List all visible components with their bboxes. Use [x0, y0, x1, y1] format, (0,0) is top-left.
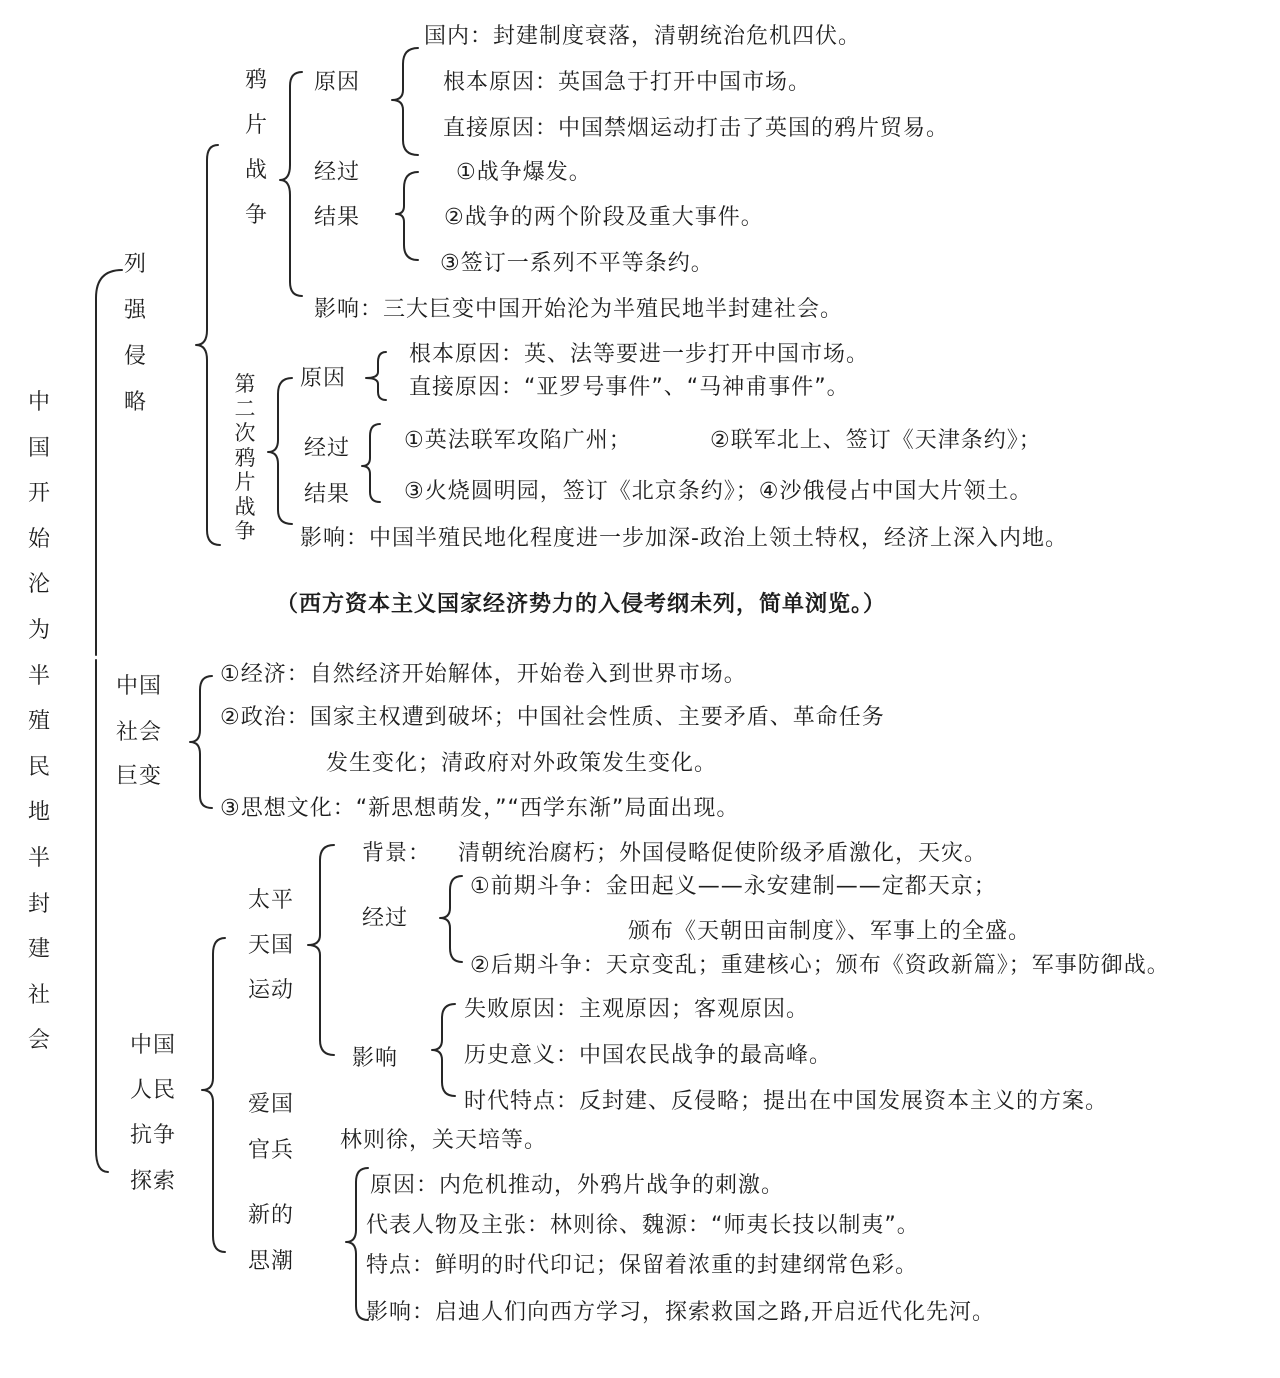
bracket-opium-cause: [392, 48, 418, 155]
second-result-label: 结果: [304, 482, 351, 507]
second-cause-direct: 直接原因：“亚罗号事件”、“马神甫事件”。: [409, 375, 850, 400]
resistance-label-line-3: 抗争: [130, 1123, 177, 1148]
taiping-process-label: 经过: [362, 906, 409, 931]
second-cause-label: 原因: [300, 366, 347, 391]
bracket-taiping: [308, 845, 334, 1055]
resistance-label-line-2: 人民: [130, 1078, 177, 1103]
taiping-label-line-1: 太平: [248, 888, 295, 913]
taiping-background-label: 背景：: [362, 841, 432, 866]
second-process-item-3: ③火烧圆明园，签订《北京条约》；④沙俄侵占中国大片领土。: [404, 479, 1033, 504]
taiping-failure: 失败原因：主观原因；客观原因。: [464, 997, 810, 1022]
bracket-new-thought: [346, 1168, 368, 1320]
taiping-late: ②后期斗争：天京变乱；重建核心；颁布《资政新篇》；军事防御战。: [470, 953, 1170, 978]
bracket-second-war: [268, 378, 292, 524]
new-thought-label-line-2: 思潮: [248, 1249, 295, 1274]
root-title: 中国开始沦为半殖民地半封建社会: [27, 390, 50, 1054]
second-cause-fundamental: 根本原因：英、法等要进一步打开中国市场。: [409, 342, 870, 367]
bracket-second-process: [362, 424, 380, 502]
patriots-label-line-2: 官兵: [248, 1138, 295, 1163]
bracket-opium-war: [280, 72, 302, 296]
second-process-item-1: ①英法联军攻陷广州；: [404, 428, 632, 453]
taiping-background: 清朝统治腐朽；外国侵略促使阶级矛盾激化，天灾。: [458, 841, 988, 866]
taiping-impact-label: 影响: [352, 1046, 399, 1071]
opium-cause-domestic: 国内：封建制度衰落，清朝统治危机四伏。: [424, 24, 862, 49]
second-impact: 影响：中国半殖民地化程度进一步加深-政治上领土特权，经济上深入内地。: [300, 526, 1068, 551]
taiping-label-line-3: 运动: [248, 978, 295, 1003]
opium-cause-fundamental: 根本原因：英国急于打开中国市场。: [443, 70, 812, 95]
patriots-text: 林则徐，关天培等。: [340, 1128, 548, 1153]
society-politics-2: 发生变化；清政府对外政策发生变化。: [326, 751, 718, 776]
taiping-label-line-2: 天国: [248, 933, 295, 958]
society-politics-1: ②政治：国家主权遭到破坏；中国社会性质、主要矛盾、革命任务: [220, 705, 885, 730]
second-process-item-2: ②联军北上、签订《天津条约》；: [710, 428, 1042, 453]
new-thought-features: 特点：鲜明的时代印记；保留着浓重的封建纲常色彩。: [366, 1253, 919, 1278]
patriots-label-line-1: 爱国: [248, 1092, 295, 1117]
bracket-society: [190, 676, 212, 808]
second-process-label: 经过: [304, 436, 351, 461]
opium-impact: 影响：三大巨变中国开始沦为半殖民地半封建社会。: [314, 297, 844, 322]
opium-process-label: 经过: [314, 160, 361, 185]
invasion-label: 列强侵略: [123, 252, 146, 415]
society-label-line-1: 中国: [116, 674, 163, 699]
opium-cause-label: 原因: [314, 70, 361, 95]
new-thought-cause: 原因：内危机推动，外鸦片战争的刺激。: [370, 1173, 785, 1198]
bracket-taiping-process: [440, 876, 462, 962]
society-label-line-3: 巨变: [116, 764, 163, 789]
opium-result-label: 结果: [314, 205, 361, 230]
society-label-line-2: 社会: [116, 720, 163, 745]
second-war-label: 第二次鸦片战争: [234, 372, 256, 543]
opium-process-item-1: ①战争爆发。: [456, 160, 592, 185]
opium-cause-direct: 直接原因：中国禁烟运动打击了英国的鸦片贸易。: [443, 116, 950, 141]
economic-invasion-note: （西方资本主义国家经济势力的入侵考纲未列，简单浏览。）: [276, 592, 887, 617]
taiping-features: 时代特点：反封建、反侵略；提出在中国发展资本主义的方案。: [464, 1089, 1109, 1114]
taiping-early-2: 颁布《天朝田亩制度》、军事上的全盛。: [628, 919, 1032, 944]
resistance-label-line-1: 中国: [130, 1033, 177, 1058]
new-thought-figures: 代表人物及主张：林则徐、魏源：“师夷长技以制夷”。: [366, 1213, 920, 1238]
bracket-opium-process: [396, 172, 418, 260]
resistance-label-line-4: 探索: [130, 1169, 177, 1194]
society-economy: ①经济：自然经济开始解体，开始卷入到世界市场。: [220, 662, 747, 687]
bracket-invasion: [196, 145, 220, 545]
opium-process-item-3: ③签订一系列不平等条约。: [440, 251, 714, 276]
opium-war-label: 鸦片战争: [244, 68, 267, 228]
new-thought-label-line-1: 新的: [248, 1203, 295, 1228]
taiping-early-1: ①前期斗争：金田起义——永安建制——定都天京；: [470, 874, 997, 899]
society-culture: ③思想文化：“新思想萌发，”“西学东渐”局面出现。: [220, 796, 740, 821]
taiping-significance: 历史意义：中国农民战争的最高峰。: [464, 1043, 833, 1068]
bracket-second-cause: [366, 352, 386, 400]
bracket-resistance: [202, 938, 225, 1252]
bracket-taiping-impact: [432, 1004, 455, 1096]
new-thought-impact: 影响：启迪人们向西方学习，探索救国之路,开启近代化先河。: [366, 1300, 995, 1325]
opium-process-item-2: ②战争的两个阶段及重大事件。: [444, 205, 764, 230]
